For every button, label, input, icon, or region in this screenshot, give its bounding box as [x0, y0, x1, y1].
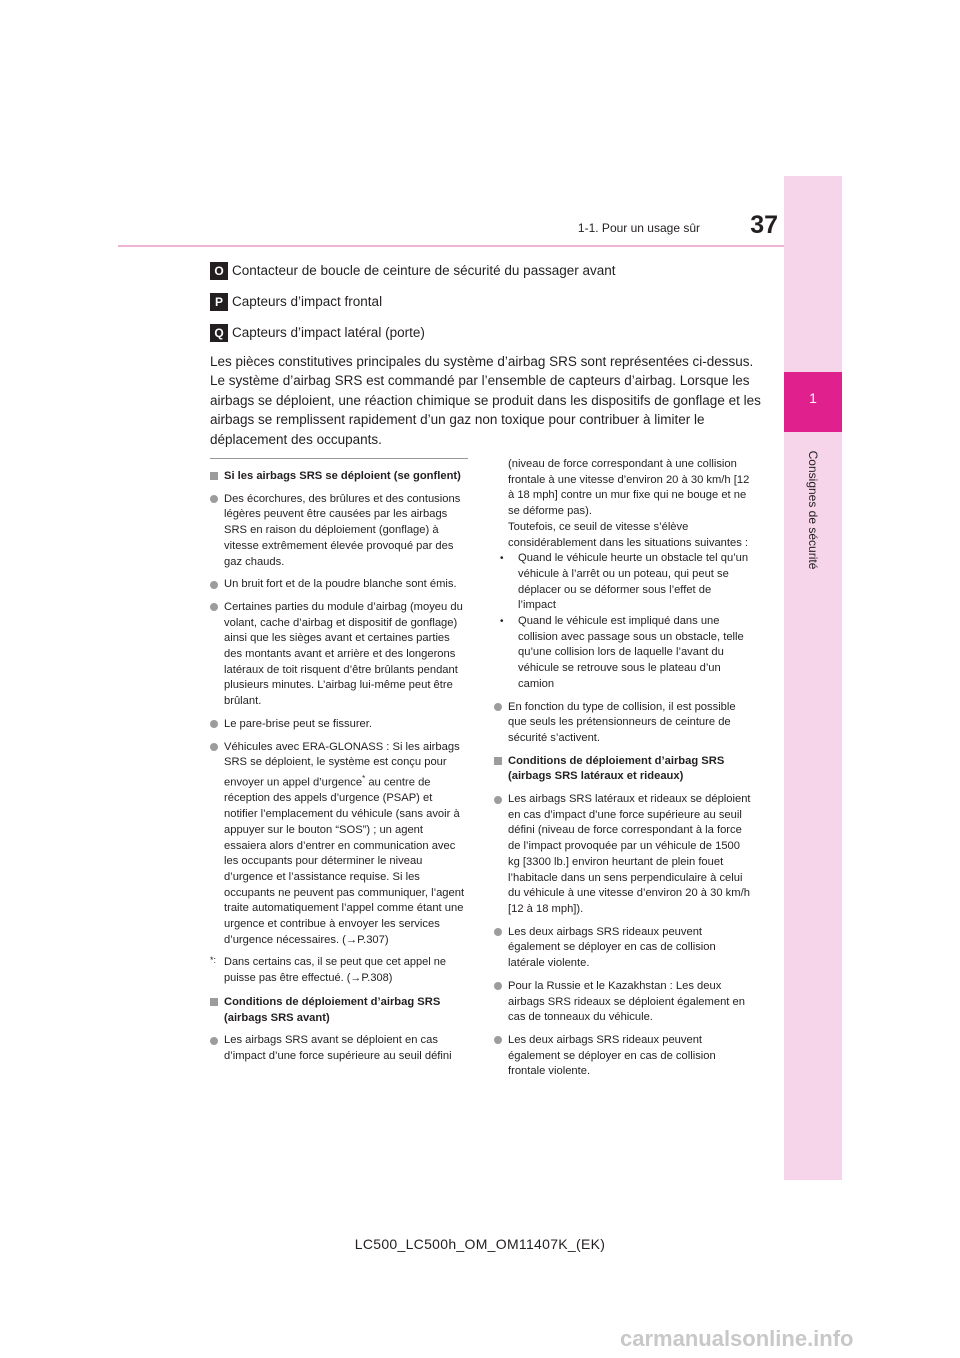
section-heading: Conditions de déploiement d’airbag SRS (airbags SRS avant) — [210, 995, 468, 1026]
bullet-item: Les airbags SRS latéraux et rideaux se déploient en cas d’impact d’une force supérieure au seuil défini (niveau de force correspondant à la force de l’impact provoquée par un véhicule de 1500 kg [3300 lb.] environ heurtant de plein fouet l’habitacle dans un sens perpendiculaire à celui du véhicule à une vitesse d’environ 20 à 30 km/h [12 à 18 mph]). — [494, 792, 752, 918]
footnote: *: Dans certains cas, il se peut que cet appel ne puisse pas être effectué. (→P.308) — [210, 955, 446, 985]
legend-text: Capteurs d’impact latéral (porte) — [232, 325, 425, 340]
section-heading: Si les airbags SRS se déploient (se gonflent) — [210, 469, 468, 485]
section-title: 1-1. Pour un usage sûr — [577, 221, 700, 235]
chapter-number: 1 — [809, 390, 817, 406]
section-rule — [210, 458, 468, 459]
bullet-item: Les deux airbags SRS rideaux peuvent également se déployer en cas de collision latérale violente. — [494, 925, 752, 972]
continued-text: (niveau de force correspondant à une collision frontale à une vitesse d’environ 20 à 30 km/h [12 à 18 mph] contre un mur fixe qui ne bouge et ne se déforme pas). — [508, 458, 750, 518]
page-reference-link[interactable]: →P.307 — [345, 933, 385, 946]
letter-o-icon: O — [210, 262, 228, 280]
letter-q-icon: Q — [210, 324, 228, 342]
letter-p-icon: P — [210, 293, 228, 311]
right-column — [494, 457, 752, 1087]
chapter-label: Consignes de sécurité — [806, 450, 820, 570]
sub-bullet-item: • Quand le véhicule est impliqué dans une collision avec passage sous un obstacle, telle qu’une collision lors de laquelle l’avant du véhicule se retrouve sous le plateau d’un camion — [494, 614, 752, 693]
legend-item-p — [210, 293, 770, 311]
left-column — [210, 458, 468, 1072]
bullet-item: En fonction du type de collision, il est possible que seuls les prétensionneurs de ceinture de sécurité s’activent. — [494, 700, 752, 747]
legend-text: Capteurs d’impact frontal — [232, 294, 383, 309]
document-code: LC500_LC500h_OM_OM11407K_(EK) — [354, 1236, 606, 1252]
header-rule — [118, 245, 784, 247]
sub-bullet-item: • Quand le véhicule heurte un obstacle tel qu’un véhicule à l’arrêt ou un poteau, qui peut se déplacer ou se déformer sous l’effet de l’impact — [494, 551, 752, 614]
legend-item-q — [210, 324, 770, 342]
page-reference-link[interactable]: →P.308 — [350, 972, 389, 985]
bullet-item: Les airbags SRS avant se déploient en cas d’impact d’une force supérieure au seuil défini — [210, 1033, 468, 1064]
intro-paragraph: Les pièces constitutives principales du système d’airbag SRS sont représentées ci-dessus. Le système d’airbag SRS est commandé par l’ensemble de capteurs d’airbag. Lorsque les airbags se déploient, une réaction chimique se produit dans les dispositifs de gonflage et les airbags se remplissent rapidement d’un gaz non toxique pour contribuer à limiter le déplacement des occupants. — [210, 354, 761, 447]
continued-text: Toutefois, ce seuil de vitesse s’élève considérablement dans les situations suivantes : — [508, 520, 749, 549]
legend-item-o — [210, 262, 770, 280]
bullet-item: Certaines parties du module d’airbag (moyeu du volant, cache d’airbag et dispositif de gonflage) ainsi que les sièges avant et certaines parties des montants avant et arrière et des longerons latéraux de toit risquent d’être brûlants pendant plusieurs minutes. L’airbag lui-même peut être brûlant. — [210, 600, 468, 710]
footnote-star: * — [362, 773, 366, 783]
footnote-mark: *: — [210, 955, 217, 966]
legend-text: Contacteur de boucle de ceinture de sécurité du passager avant — [232, 263, 616, 278]
bullet-item-era-glonass: Véhicules avec ERA-GLONASS : Si les airbags SRS se déploient, le système est conçu pour envoyer un appel d’urgence* au centre de réception des appels d’urgence (PSAP) et notifier l’emplacement du véhicule (sans avoir à appuyer sur le bouton “SOS”) ; un agent essaiera alors d’entrer en communication avec les occupants pour déterminer le niveau d’urgence et l’assistance requise. Si les occupants ne peuvent pas communiquer, l’agent traite automatiquement l’appel comme étant une urgence et contribue à envoyer les services d’urgence nécessaires. (→P.307) — [210, 740, 468, 949]
bullet-item: Des écorchures, des brûlures et des contusions légères peuvent être causées par les airbags SRS en raison du déploiement (gonflage) à vitesse extrêmement élevée provoqué par des gaz chauds. — [210, 492, 468, 571]
chapter-side-tab — [784, 176, 842, 1180]
bullet-item: Les deux airbags SRS rideaux peuvent également se déployer en cas de collision frontale violente. — [494, 1033, 752, 1080]
bullet-item: Le pare-brise peut se fissurer. — [210, 717, 468, 733]
watermark: carmanualsonline.info — [620, 1326, 854, 1351]
bullet-item: Pour la Russie et le Kazakhstan : Les deux airbags SRS rideaux se déploient également en cas de tonneaux du véhicule. — [494, 979, 752, 1026]
bullet-item: Un bruit fort et de la poudre blanche sont émis. — [210, 577, 468, 593]
section-heading: Conditions de déploiement d’airbag SRS (airbags SRS latéraux et rideaux) — [494, 754, 752, 785]
page-number: 37 — [750, 211, 778, 239]
